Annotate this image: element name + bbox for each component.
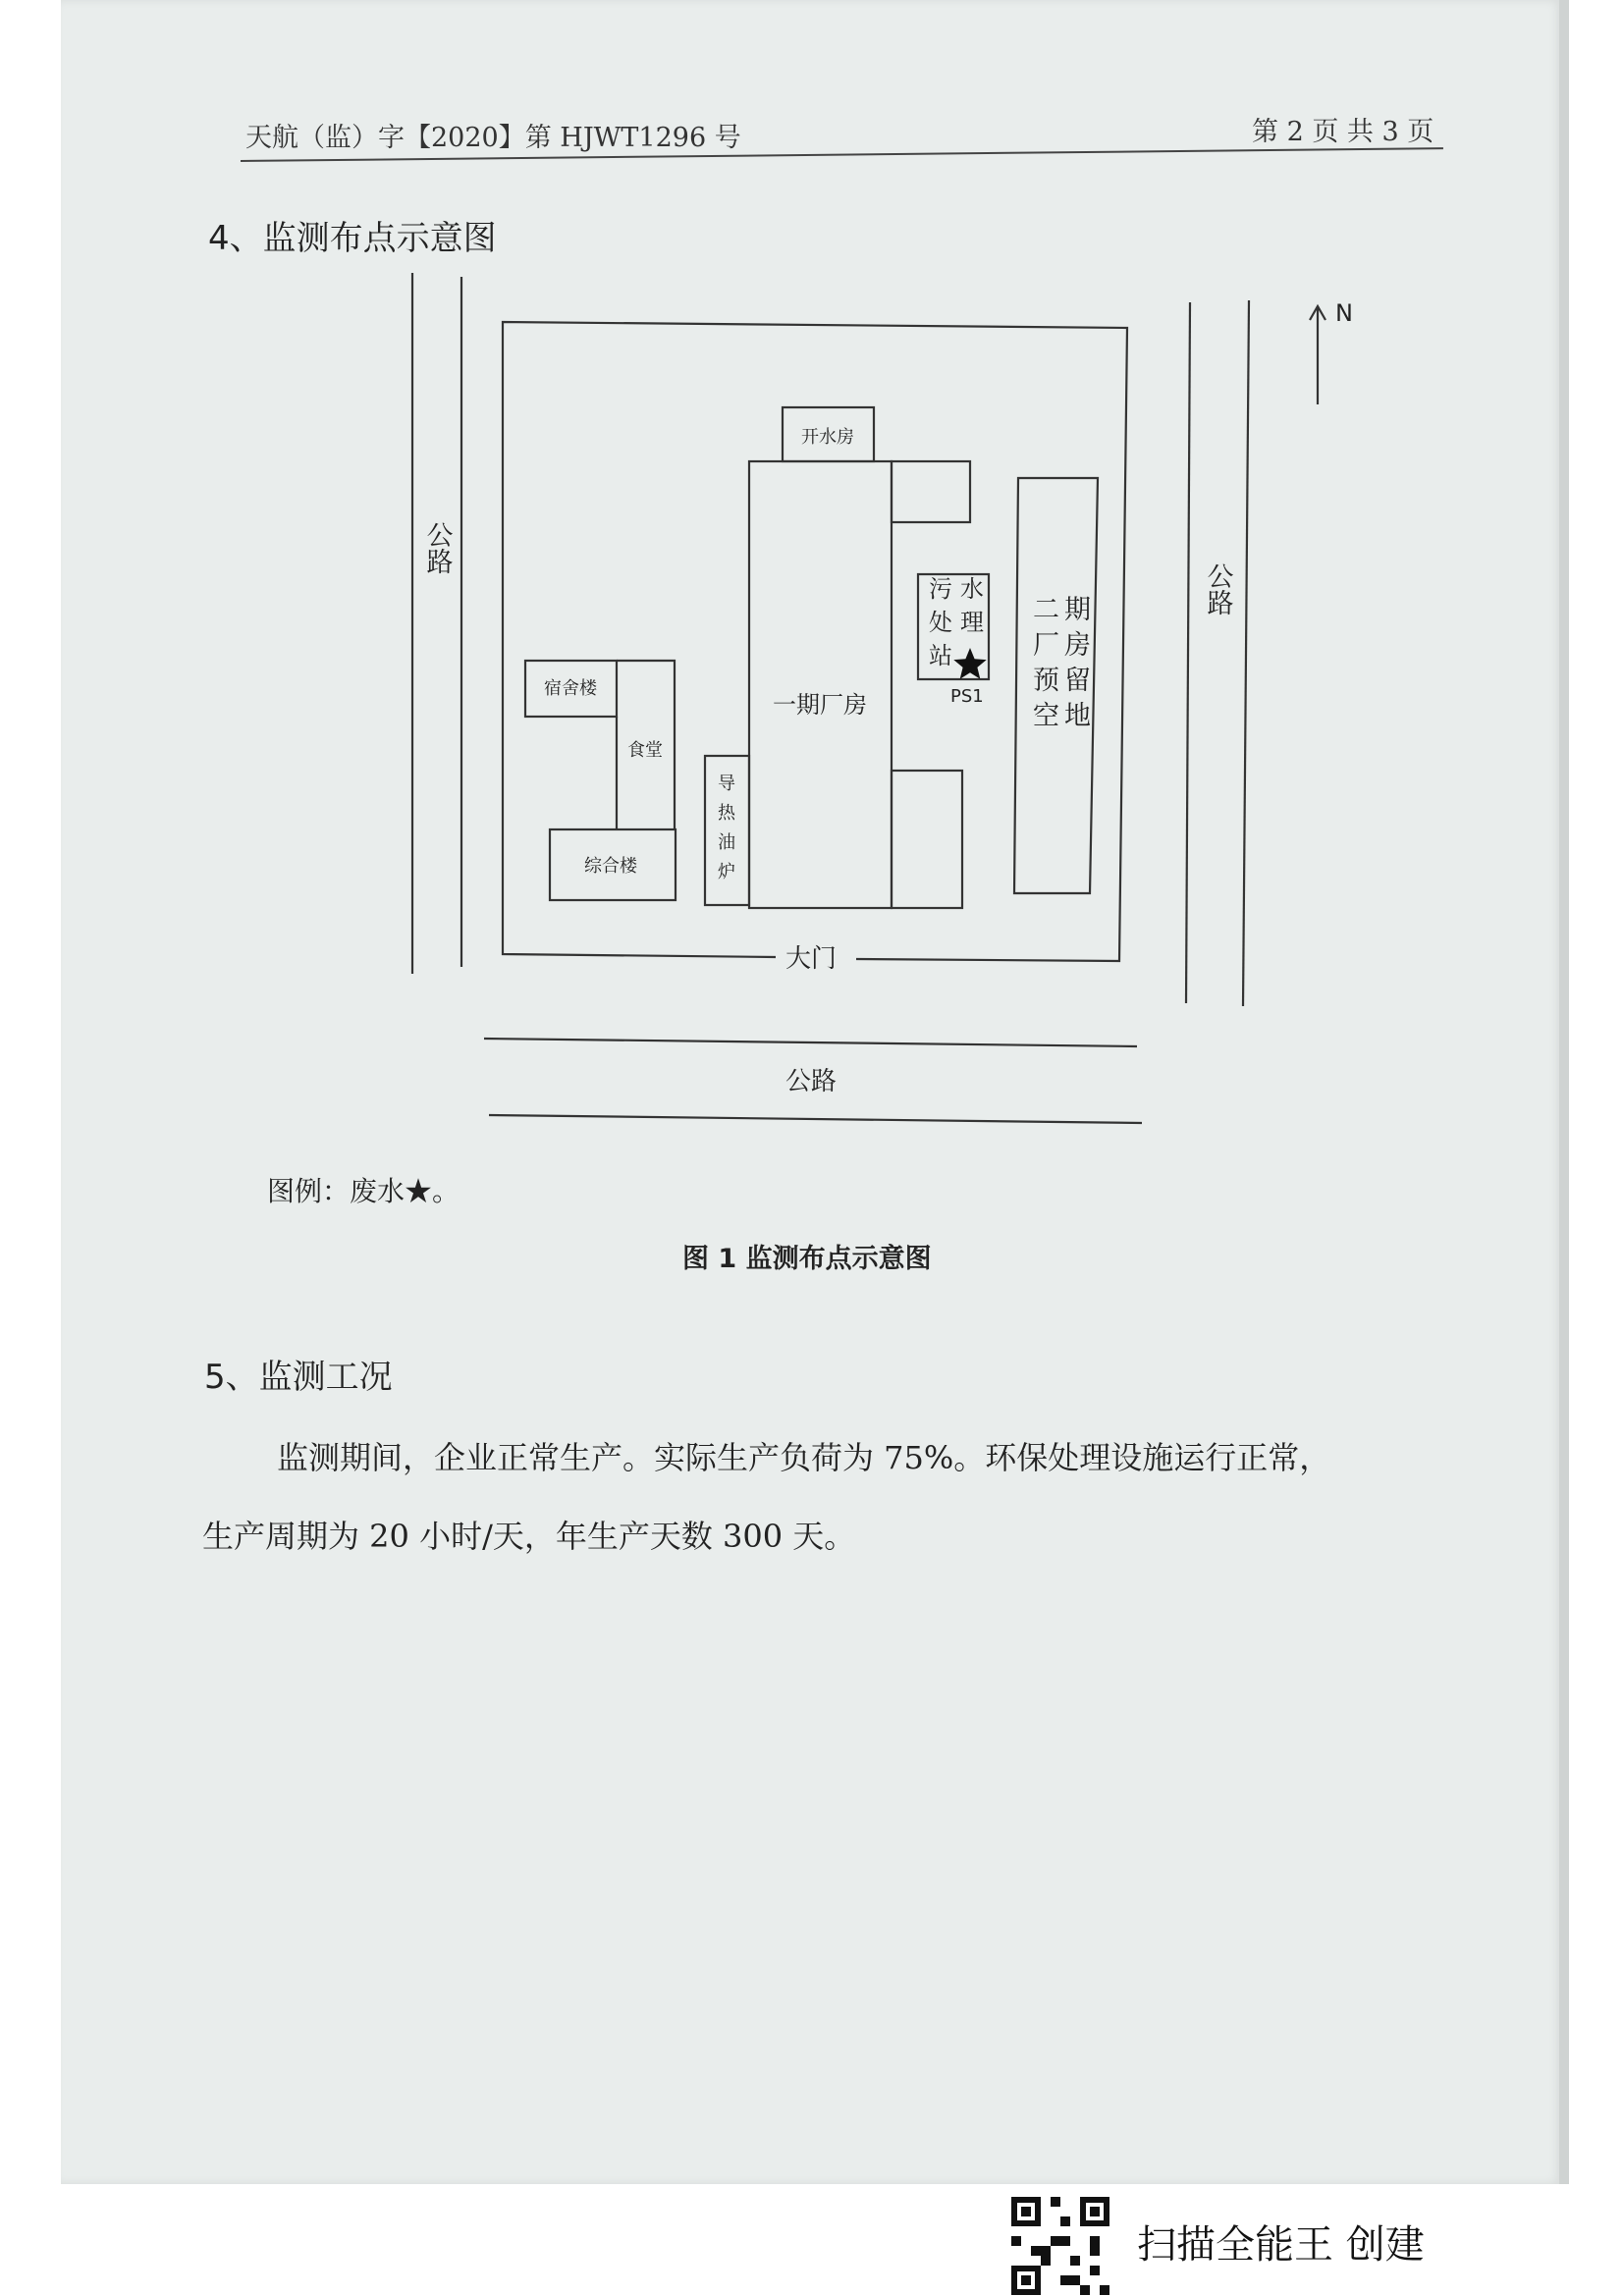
south-road-line-1 xyxy=(484,1039,1137,1046)
sewage-station-label: 污 水处 理站 xyxy=(929,575,984,669)
south-road-label: 公路 xyxy=(785,1067,838,1096)
east-road-line-1 xyxy=(1186,302,1190,1003)
gate-label: 大门 xyxy=(785,944,838,974)
oil-furnace-label: 导热油炉 xyxy=(718,774,735,882)
qr-code-icon xyxy=(1011,2197,1109,2295)
section4-title: 4、监测布点示意图 xyxy=(208,219,497,258)
section5-para-line2: 生产周期为 20 小时/天，年生产天数 300 天。 xyxy=(202,1518,856,1555)
south-road-line-2 xyxy=(489,1115,1142,1123)
building-annex-south xyxy=(892,771,962,908)
page-info: 第 2 页 共 3 页 xyxy=(1252,117,1434,147)
canteen-label: 食堂 xyxy=(627,740,663,761)
point-label: PS1 xyxy=(950,686,984,707)
east-road-line-2 xyxy=(1243,300,1249,1006)
west-road-label: 公路 xyxy=(421,521,453,574)
section5-title: 5、监测工况 xyxy=(204,1358,393,1397)
building-phase1 xyxy=(749,461,892,908)
phase2-label: 二 期厂 房预 留空 地 xyxy=(1033,595,1091,731)
section5-para-line1: 监测期间，企业正常生产。实际生产负荷为 75%。环保处理设施运行正常， xyxy=(277,1439,1331,1476)
phase1-label: 一期厂房 xyxy=(773,691,867,719)
dormitory-label: 宿舍楼 xyxy=(544,678,597,699)
figure-caption: 图 1 监测布点示意图 xyxy=(682,1244,932,1274)
north-label: N xyxy=(1335,299,1353,327)
complex-label: 综合楼 xyxy=(584,856,637,877)
star-icon xyxy=(953,648,986,679)
legend: 图例：废水★。 xyxy=(267,1175,460,1207)
scanner-brand: 扫描全能王 创建 xyxy=(1137,2222,1425,2268)
kaishuifang-label: 开水房 xyxy=(801,427,854,448)
east-road-label: 公路 xyxy=(1202,562,1233,615)
building-annex-north xyxy=(892,461,970,522)
doc-number: 天航（监）字【2020】第 HJWT1296 号 xyxy=(245,123,741,153)
